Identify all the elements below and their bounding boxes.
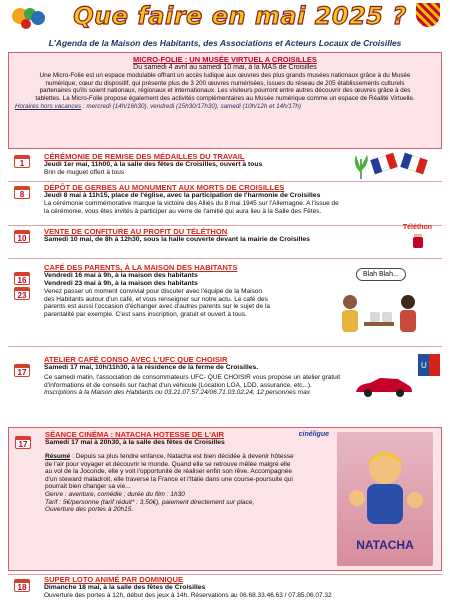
event-text: parents est aussi l'occasion d'échanger avec d'autres parents sur le sujet de la bbox=[44, 303, 270, 311]
event-text: parentalité par exemple. C'est sans inscription, gratuit et ouvert à tous. bbox=[44, 310, 247, 318]
resume-label: Résumé bbox=[45, 453, 71, 460]
event-text: Brin de muguet offert à tous bbox=[44, 169, 125, 176]
event-loto bbox=[8, 576, 442, 600]
calendar-date: 17 bbox=[15, 436, 31, 449]
cinema-title: SÉANCE CINÉMA : NATACHA HOTESSE DE L'AIR bbox=[45, 430, 224, 439]
event-text: d'informations et de conseils sur l'achat d'un véhicule (Location LOA, LDD, assurance, etc...). bbox=[44, 381, 312, 389]
calendar-date: 18 bbox=[14, 579, 30, 592]
divider bbox=[8, 258, 442, 259]
event-text: des Habitants autour d'un café, et vous renseigner sur notre actu. Le café des bbox=[44, 295, 268, 303]
event-line: Jeudi 1er mai, 11h00, à la salle des fêtes de Croisilles, ouvert à tous bbox=[44, 161, 263, 168]
cinema-genre: Genre : aventure, comédie ; durée du film : 1h30 bbox=[45, 490, 185, 498]
svg-text:U: U bbox=[421, 361, 427, 370]
event-line: Vendredi 23 mai à 9h, à la maison des habitants bbox=[44, 280, 198, 287]
french-flags-icon bbox=[372, 156, 432, 196]
micro-folie-line: numérique, cœur du dispositif, qui présente plus de 3 200 œuvres numérisées, issues du réseau de 205 établissements culturels bbox=[45, 79, 405, 87]
cinema-ouverture: Ouverture des portes à 20h15. bbox=[45, 506, 134, 514]
hours-label: Horaires hors vacances bbox=[15, 103, 82, 110]
event-line: Samedi 17 mai, 10h/11h30, à la résidence de la ferme de Croisilles. bbox=[44, 364, 259, 371]
calendar-icon bbox=[14, 186, 30, 201]
event-line: Vendredi 16 mai à 9h, à la maison des habitants bbox=[44, 272, 198, 279]
resume-text: : Depuis sa plus tendre enfance, Natacha est bien décidée à devenir hôtesse bbox=[72, 453, 294, 460]
calendar-date: 10 bbox=[14, 230, 30, 243]
loto-title: SUPER LOTO ANIMÉ PAR DOMINIQUE bbox=[44, 575, 184, 584]
calendar-date: 16 bbox=[14, 272, 30, 285]
divider bbox=[8, 225, 442, 226]
event-text: La cérémonie commémorative marque la victoire des Alliés du 8 mai 1945 sur l'Allemagne. A l'issue de bbox=[44, 200, 339, 207]
coffee-chat-illustration bbox=[334, 266, 424, 344]
event-text: Ce samedi matin, l'association de consommateurs UFC- QUE CHOISIR vous propose un atelier gratuit bbox=[44, 374, 341, 381]
calendar-icon bbox=[14, 230, 30, 245]
calendar-icon bbox=[15, 436, 31, 451]
micro-folie-box bbox=[8, 52, 442, 149]
event-text: Venez passer un moment convivial pour discuter avec l'équipe de la Maison bbox=[44, 288, 263, 295]
event-line: Jeudi 8 mai à 11h15, place de l'église, avec la participation de l'harmonie de Croisilles bbox=[44, 192, 321, 199]
micro-folie-date: Du samedi 4 avril au samedi 10 mai, à la MAS de Croisilles bbox=[133, 63, 317, 71]
calendar-date: 1 bbox=[14, 155, 30, 168]
calendar-icon bbox=[14, 272, 30, 302]
jam-jar-icon bbox=[412, 234, 424, 248]
event-telethon bbox=[8, 224, 442, 254]
cineligue-logo: cinéligue bbox=[298, 431, 329, 438]
cinema-text: au vol de la Joconde, elle y voit l'opportunité de réaliser enfin son rêve. Accompagnée bbox=[45, 468, 292, 476]
ufc-logo-icon bbox=[418, 354, 440, 376]
page-title: Que faire en mai 2025 ? bbox=[73, 2, 407, 30]
divider bbox=[8, 346, 442, 347]
cinema-text: pourrait bien changer sa vie... bbox=[45, 483, 131, 491]
poster-title: NATACHA bbox=[356, 538, 414, 552]
event-line: Samedi 10 mai, de 8h à 12h30, sous la halle couverte devant la mairie de Croisilles bbox=[44, 236, 310, 243]
calendar-date: 8 bbox=[14, 186, 30, 199]
calendar-icon bbox=[14, 155, 30, 170]
calendar-date: 23 bbox=[14, 287, 30, 300]
telethon-logo: Téléthon bbox=[402, 224, 432, 231]
cinema-line: Samedi 17 mai à 20h30, à la salle des fêtes de Croisilles bbox=[45, 439, 225, 446]
micro-folie-hours bbox=[15, 103, 435, 111]
cinema-tarif: Tarif : 5€/personne (tarif réduit* : 3,50€), paiement directement sur place, bbox=[45, 498, 255, 506]
calendar-icon bbox=[14, 579, 30, 594]
loto-text: Ouverture des portes à 12h, début des jeux à 14h. Réservations au 06.68.33.46.63 / 07.85.06.07.32 bbox=[44, 592, 332, 599]
event-title: ATELIER CAFÉ CONSO AVEC L'UFC QUE CHOISIR bbox=[44, 355, 228, 364]
micro-folie-title: MICRO-FOLIE : UN MUSÉE VIRTUEL A CROISILLES bbox=[133, 55, 317, 64]
croisilles-crest-logo bbox=[416, 3, 440, 33]
speech-bubble: Blah Blah... bbox=[356, 268, 406, 281]
hours-text: : mercredi (14h/16h30), vendredi (15h30/17h30), samedi (10h/12h et 14h/17h) bbox=[82, 103, 301, 110]
event-text: la cérémonie, vous êtes invités à participer au verre de l'amitié qui aura lieu à la Salle des Fêtes. bbox=[44, 207, 322, 215]
muguet-icon bbox=[350, 153, 372, 179]
event-ufc bbox=[8, 356, 442, 422]
event-title: CAFÉ DES PARENTS, À LA MAISON DES HABITANTS bbox=[44, 263, 238, 272]
event-cafe-parents bbox=[8, 264, 442, 346]
event-title: CÉRÉMONIE DE REMISE DES MÉDAILLES DU TRAVAIL bbox=[44, 152, 245, 161]
page-subtitle: L'Agenda de la Maison des Habitants, des Associations et Acteurs Locaux de Croisilles bbox=[48, 38, 402, 48]
event-text: Inscriptions à la Maison des Habitants ou 03.21.07.57.24/06.71.03.02.24, 12 personnes max bbox=[44, 389, 310, 397]
event-title: VENTE DE CONFITURE AU PROFIT DU TÉLÉTHON bbox=[44, 227, 228, 236]
micro-folie-line: tablettes. La Micro-Folie propose également des activités complémentaires au Musée numérique comme un espace de Réalité Virtuelle. bbox=[35, 94, 415, 102]
calendar-icon bbox=[14, 364, 30, 379]
event-title: DÉPÔT DE GERBES AU MONUMENT AUX MORTS DE CROISILLES bbox=[44, 183, 285, 192]
cinema-box bbox=[8, 427, 442, 571]
micro-folie-line: Une Micro-Folie est un espace modulable offrant un accès ludique aux œuvres des plus grands musées nationaux grâce à du Musée bbox=[39, 72, 411, 79]
maison-habitants-logo bbox=[8, 4, 66, 34]
cinema-text: de l'air pour voyager et découvrir le monde. Quand elle se retrouve mêlée malgré elle bbox=[45, 460, 291, 468]
loto-line: Dimanche 18 mai, à la salle des fêtes de Croisilles bbox=[44, 584, 206, 591]
movie-poster bbox=[337, 432, 433, 566]
micro-folie-line: partenaires qu'ils soient nationaux, régionaux et internationaux. Les visiteurs pourront entre autres découvrir des œuvres grâce à des bbox=[39, 87, 411, 94]
calendar-date: 17 bbox=[14, 364, 30, 377]
cinema-resume bbox=[45, 453, 333, 461]
red-car-icon bbox=[354, 376, 414, 398]
cinema-text: d'un steward maladroit, elle traverse la France et l'Italie dans une course-poursuite qui bbox=[45, 475, 293, 483]
